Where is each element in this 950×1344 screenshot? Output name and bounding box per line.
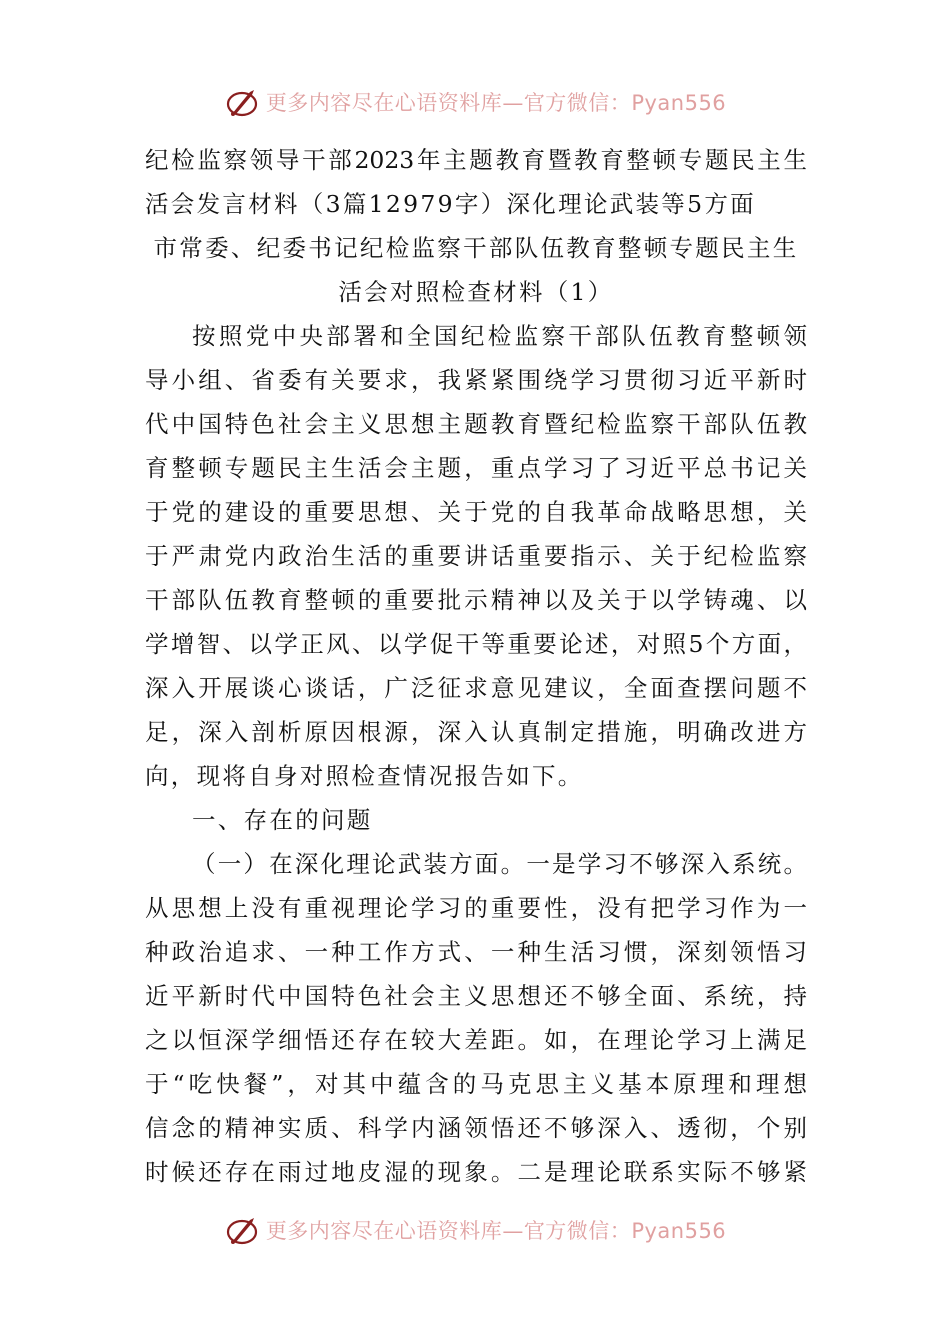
paragraph-line: 足，深入剖析原因根源，深入认真制定措施，明确改进方 (145, 718, 807, 746)
paragraph-line: 向，现将自身对照检查情况报告如下。 (145, 762, 584, 790)
doc-title-line: 活会发言材料（3篇12979字）深化理论武装等5方面 (145, 190, 756, 218)
paragraph-line: 代中国特色社会主义思想主题教育暨纪检监察干部队伍教 (145, 410, 807, 438)
paragraph-line: （一）在深化理论武装方面。一是学习不够深入系统。 (192, 850, 807, 878)
watermark-text: 更多内容尽在心语资料库—官方微信：Pyan556 (265, 91, 727, 115)
paragraph-line: 导小组、省委有关要求，我紧紧围绕学习贯彻习近平新时 (145, 366, 807, 394)
watermark-text: 更多内容尽在心语资料库—官方微信：Pyan556 (265, 1219, 727, 1243)
paragraph-line: 深入开展谈心谈话，广泛征求意见建议，全面查摆问题不 (145, 674, 807, 702)
paragraph-line: 时候还存在雨过地皮湿的现象。二是理论联系实际不够紧 (145, 1158, 807, 1186)
paragraph-line: 之以恒深学细悟还存在较大差距。如，在理论学习上满足 (145, 1026, 807, 1054)
quill-logo-icon (224, 84, 260, 120)
doc-subtitle-line: 市常委、纪委书记纪检监察干部队伍教育整顿专题民主生 (153, 234, 799, 262)
paragraph-line: 学增智、以学正风、以学促干等重要论述，对照5个方面， (145, 630, 807, 658)
doc-title-line: 纪检监察领导干部2023年主题教育暨教育整顿专题民主生 (145, 146, 807, 174)
paragraph-line: 从思想上没有重视理论学习的重要性，没有把学习作为一 (145, 894, 807, 922)
paragraph-line: 干部队伍教育整顿的重要批示精神以及关于以学铸魂、以 (145, 586, 807, 614)
paragraph-line: 于党的建设的重要思想、关于党的自我革命战略思想，关 (145, 498, 807, 526)
doc-subtitle-line: 活会对照检查材料（1） (338, 278, 614, 306)
quill-logo-icon (224, 1212, 260, 1248)
paragraph-line: 于严肃党内政治生活的重要讲话重要指示、关于纪检监察 (145, 542, 807, 570)
paragraph-line: 育整顿专题民主生活会主题，重点学习了习近平总书记关 (145, 454, 807, 482)
paragraph-line: 近平新时代中国特色社会主义思想还不够全面、系统，持 (145, 982, 807, 1010)
watermark-footer (0, 1210, 950, 1250)
paragraph-line: 种政治追求、一种工作方式、一种生活习惯，深刻领悟习 (145, 938, 807, 966)
paragraph-line: 信念的精神实质、科学内涵领悟还不够深入、透彻，个别 (145, 1114, 807, 1142)
paragraph-line: 于“吃快餐”，对其中蕴含的马克思主义基本原理和理想 (145, 1070, 807, 1098)
paragraph-line: 按照党中央部署和全国纪检监察干部队伍教育整顿领 (192, 322, 807, 350)
document-body (145, 138, 807, 1194)
watermark-header (0, 82, 950, 122)
section-heading: 一、存在的问题 (192, 806, 373, 834)
